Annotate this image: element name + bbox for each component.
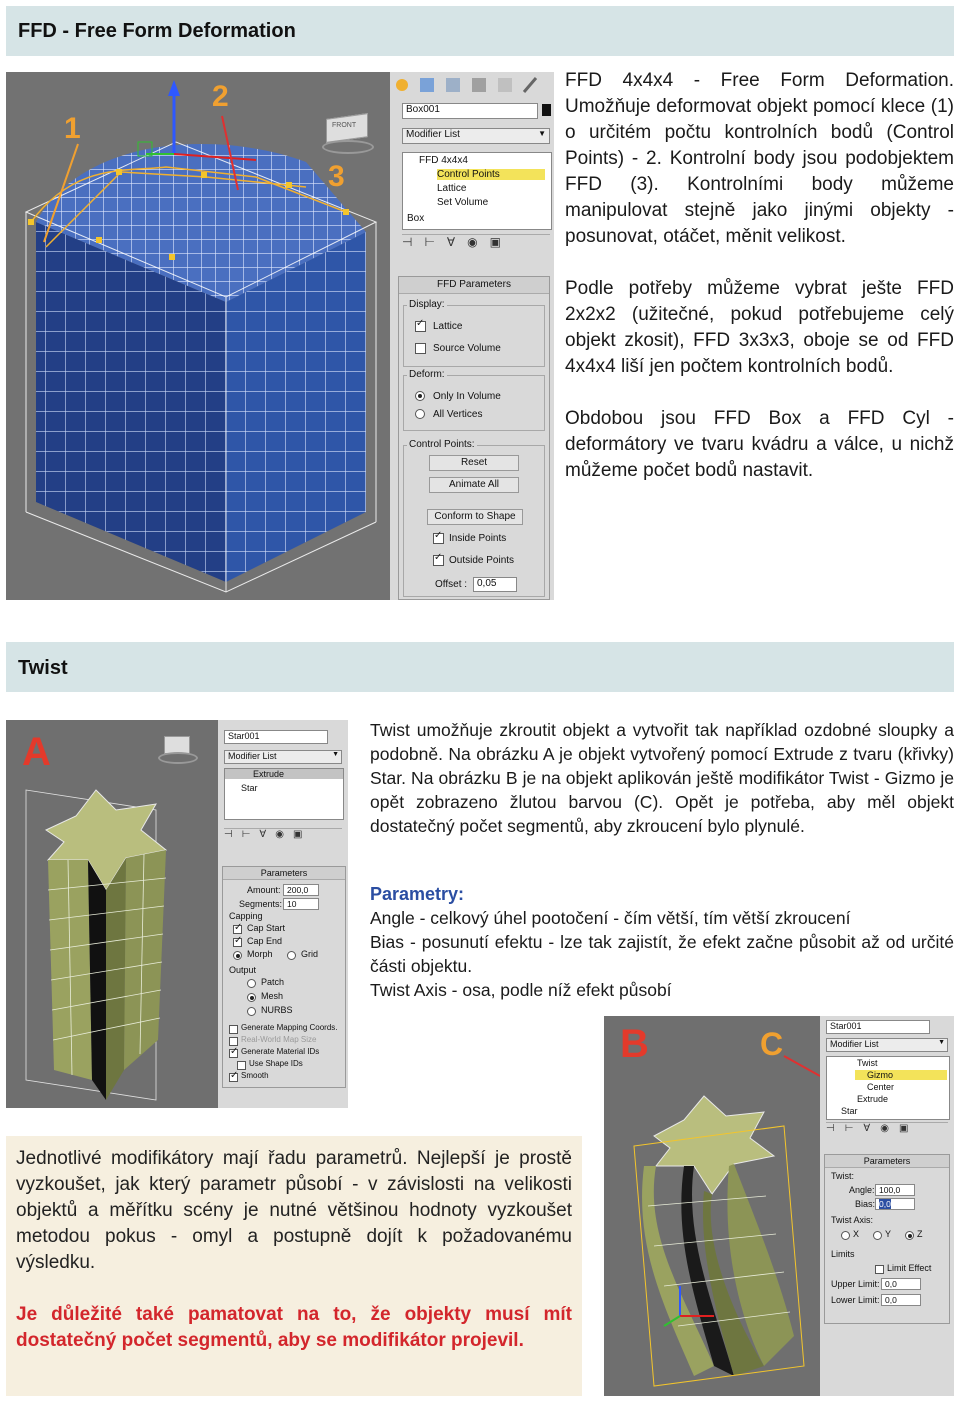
stack-item-gizmo[interactable]: Gizmo bbox=[855, 1070, 947, 1080]
upper-limit-input[interactable]: 0,0 bbox=[881, 1278, 921, 1290]
segments-input[interactable]: 10 bbox=[283, 898, 319, 910]
label-a: A bbox=[22, 730, 51, 774]
object-name-field[interactable]: Star001 bbox=[224, 730, 328, 744]
note-text: Jednotlivé modifikátory mají řadu parametrů. Nejlepší je prostě vyzkoušet, jak který parametr působí - v závislosti na velikosti objektů a měřítku scény je nutné většinou hodnoty vyzkoušet metodou pokus - omyl a postupně dojít k požadovanému výsledku. bbox=[16, 1148, 572, 1273]
outside-points-checkbox[interactable] bbox=[433, 555, 444, 566]
stack-item-star[interactable]: Star bbox=[841, 1106, 858, 1116]
ffd-viewport bbox=[6, 72, 390, 600]
ffd-paragraph-2: Podle potřeby můžeme vybrat ješte FFD 2x2x2 (užitečné, pokud potřebujeme celý objekt zkosit), FFD 3x3x3, oboje se od FFD 4x4x4 liší jen počtem kontrolních bodů. bbox=[565, 278, 954, 377]
axis-x-radio[interactable] bbox=[841, 1231, 850, 1240]
smooth-label: Smooth bbox=[241, 1071, 269, 1080]
extrude-parameters-rollout bbox=[222, 866, 346, 1088]
deform-group bbox=[403, 375, 545, 431]
view-cube-label: FRONT bbox=[332, 122, 357, 129]
stack-item-ffd[interactable]: FFD 4x4x4 bbox=[419, 155, 468, 166]
modifier-stack[interactable] bbox=[826, 1056, 950, 1120]
twisted-star-render bbox=[604, 1016, 820, 1396]
cap-end-label: Cap End bbox=[247, 936, 283, 946]
gen-material-label: Generate Material IDs bbox=[241, 1047, 320, 1056]
bias-value: 0,0 bbox=[879, 1199, 891, 1209]
stack-item-control-points[interactable]: Control Points bbox=[437, 169, 545, 180]
modifier-list-label: Modifier List bbox=[228, 751, 277, 761]
view-cube[interactable] bbox=[322, 108, 370, 156]
callout-3: 3 bbox=[328, 160, 345, 193]
stack-toolbar[interactable]: ⊣⊢∀◉▣ bbox=[402, 234, 550, 255]
gen-mapping-checkbox[interactable] bbox=[229, 1025, 238, 1034]
smooth-checkbox[interactable] bbox=[229, 1073, 238, 1082]
inside-points-checkbox[interactable] bbox=[433, 533, 444, 544]
capping-label: Capping bbox=[229, 911, 263, 921]
ffd-command-panel bbox=[390, 72, 554, 600]
mesh-radio[interactable] bbox=[247, 993, 256, 1002]
use-shape-checkbox[interactable] bbox=[237, 1061, 246, 1070]
stack-toolbar[interactable]: ⊣⊢∀◉▣ bbox=[826, 1122, 948, 1139]
inside-points-label: Inside Points bbox=[449, 533, 507, 544]
modifier-list-dropdown[interactable] bbox=[826, 1038, 948, 1052]
modifier-list-dropdown[interactable] bbox=[224, 750, 342, 764]
animate-all-button[interactable]: Animate All bbox=[429, 477, 519, 493]
note-box bbox=[6, 1136, 582, 1396]
only-in-volume-radio[interactable] bbox=[415, 391, 425, 401]
modifier-list-label: Modifier List bbox=[830, 1039, 879, 1049]
bias-input[interactable] bbox=[875, 1198, 915, 1210]
ffd-paragraph-3: Obdobou jsou FFD Box a FFD Cyl - deformátory ve tvaru kvádru a válce, u nichž můžeme počet bodů nastavit. bbox=[565, 408, 954, 481]
cap-start-checkbox[interactable] bbox=[233, 925, 242, 934]
object-name-field[interactable]: Star001 bbox=[826, 1020, 930, 1034]
modifier-stack[interactable] bbox=[224, 768, 344, 820]
axis-z-label: Z bbox=[917, 1229, 923, 1239]
label-c: C bbox=[760, 1026, 784, 1062]
callout-1: 1 bbox=[64, 112, 81, 145]
twist-params-title: Parametry: bbox=[370, 884, 465, 904]
ffd-paragraph-1: FFD 4x4x4 - Free Form Deformation. Umožňuje deformovat objekt pomocí klece (1) o určitém počtu kontrolních bodů (Control Points) - 2. Kontrolní body jsou podobjektem FFD (3). Kontrolními body můžeme manipulovat stejně jako jinými objekty - posunovat, otáčet, měnit velikost. bbox=[565, 70, 954, 247]
mesh-label: Mesh bbox=[261, 991, 284, 1001]
lattice-label: Lattice bbox=[433, 321, 463, 332]
rollout-title[interactable]: Parameters bbox=[223, 867, 345, 880]
note-warning: Je důležité také pamatovat na to, že objekty musí mít dostatečný počet segmentů, aby se modifikátor projevil. bbox=[16, 1304, 572, 1351]
bias-label: Bias: bbox=[855, 1199, 876, 1209]
stack-item-set-volume[interactable]: Set Volume bbox=[437, 197, 489, 208]
label-b: B bbox=[620, 1022, 649, 1066]
source-volume-label: Source Volume bbox=[433, 343, 501, 354]
twist-parameters-rollout bbox=[824, 1154, 950, 1324]
twist-a-command-panel bbox=[218, 720, 348, 1108]
display-label: Display: bbox=[409, 299, 445, 310]
grid-radio[interactable] bbox=[287, 951, 296, 960]
twist-axis-label: Twist Axis: bbox=[831, 1215, 874, 1225]
cap-end-checkbox[interactable] bbox=[233, 938, 242, 947]
cap-start-label: Cap Start bbox=[247, 923, 286, 933]
twist-screenshot-b bbox=[604, 1016, 954, 1396]
panel-toolbar-icons[interactable] bbox=[390, 74, 554, 96]
use-shape-label: Use Shape IDs bbox=[249, 1059, 303, 1068]
only-in-volume-label: Only In Volume bbox=[433, 391, 501, 402]
chevron-down-icon: ▼ bbox=[332, 751, 339, 758]
twist-b-viewport bbox=[604, 1016, 820, 1396]
nurbs-label: NURBS bbox=[261, 1005, 293, 1015]
all-vertices-radio[interactable] bbox=[415, 409, 425, 419]
real-world-checkbox[interactable] bbox=[229, 1037, 238, 1046]
amount-label: Amount: bbox=[247, 885, 281, 895]
axis-y-label: Y bbox=[885, 1229, 892, 1239]
segments-label: Segments: bbox=[239, 899, 283, 909]
view-cube[interactable] bbox=[158, 728, 194, 764]
gen-material-checkbox[interactable] bbox=[229, 1049, 238, 1058]
axis-y-radio[interactable] bbox=[873, 1231, 882, 1240]
stack-toolbar[interactable]: ⊣⊢∀◉▣ bbox=[224, 828, 342, 845]
twist-b-command-panel bbox=[820, 1016, 954, 1396]
angle-input[interactable]: 100,0 bbox=[875, 1184, 915, 1196]
extruded-star-render bbox=[6, 720, 218, 1108]
param-twist-axis: Twist Axis - osa, podle níž efekt působí bbox=[370, 980, 672, 1000]
rollout-title[interactable]: FFD Parameters bbox=[399, 277, 549, 294]
modifier-list-dropdown[interactable] bbox=[402, 128, 550, 144]
twist-screenshot-a bbox=[6, 720, 348, 1108]
modifier-stack[interactable] bbox=[402, 152, 552, 230]
stack-item-star[interactable]: Star bbox=[241, 783, 258, 793]
upper-limit-label: Upper Limit: bbox=[831, 1279, 880, 1289]
section-header-twist: Twist bbox=[6, 642, 954, 692]
param-angle: Angle - celkový úhel pootočení - čím větší, tím větší zkroucení bbox=[370, 908, 851, 928]
patch-radio[interactable] bbox=[247, 979, 256, 988]
offset-label: Offset : bbox=[435, 579, 468, 590]
limit-effect-label: Limit Effect bbox=[887, 1263, 932, 1273]
twist-group-label: Twist: bbox=[831, 1171, 855, 1181]
axis-z-radio[interactable] bbox=[905, 1231, 914, 1240]
modifier-list-label: Modifier List bbox=[406, 129, 460, 140]
chevron-down-icon: ▼ bbox=[538, 129, 546, 138]
amount-input[interactable]: 200,0 bbox=[283, 884, 319, 896]
axis-x-label: X bbox=[853, 1229, 860, 1239]
patch-label: Patch bbox=[261, 977, 285, 987]
offset-input[interactable]: 0,05 bbox=[473, 577, 517, 592]
outside-points-label: Outside Points bbox=[449, 555, 515, 566]
stack-item-twist[interactable]: Twist bbox=[857, 1058, 878, 1068]
rollout-title[interactable]: Parameters bbox=[825, 1155, 949, 1168]
limits-label: Limits bbox=[831, 1249, 855, 1259]
object-name-field[interactable]: Box001 bbox=[402, 103, 538, 119]
nurbs-radio[interactable] bbox=[247, 1007, 256, 1016]
output-label: Output bbox=[229, 965, 257, 975]
ffd-screenshot bbox=[6, 72, 554, 600]
morph-radio[interactable] bbox=[233, 951, 242, 960]
stack-item-lattice[interactable]: Lattice bbox=[437, 183, 467, 194]
control-points-label: Control Points: bbox=[409, 439, 475, 450]
ffd-text bbox=[565, 68, 954, 510]
lower-limit-label: Lower Limit: bbox=[831, 1295, 880, 1305]
twist-params bbox=[370, 906, 954, 1002]
gen-mapping-label: Generate Mapping Coords. bbox=[241, 1023, 338, 1032]
lower-limit-input[interactable]: 0,0 bbox=[881, 1294, 921, 1306]
param-bias: Bias - posunutí efektu - lze tak zajistít, že efekt začne působit až od určité části objektu. bbox=[370, 932, 954, 976]
stack-item-extrude[interactable]: Extrude bbox=[857, 1094, 889, 1104]
callout-2: 2 bbox=[212, 80, 229, 113]
stack-item-extrude[interactable]: Extrude bbox=[225, 769, 343, 779]
ffd-parameters-rollout bbox=[398, 276, 550, 600]
grid-label: Grid bbox=[301, 949, 319, 959]
chevron-down-icon: ▼ bbox=[938, 1039, 945, 1046]
stack-item-center[interactable]: Center bbox=[867, 1082, 895, 1092]
display-group bbox=[403, 305, 545, 367]
lattice-checkbox[interactable] bbox=[415, 321, 426, 332]
section-header-ffd: FFD - Free Form Deformation bbox=[6, 6, 954, 56]
limit-effect-checkbox[interactable] bbox=[875, 1265, 884, 1274]
angle-label: Angle: bbox=[849, 1185, 875, 1195]
conform-to-shape-button[interactable]: Conform to Shape bbox=[427, 509, 523, 525]
morph-label: Morph bbox=[247, 949, 273, 959]
stack-item-box[interactable]: Box bbox=[407, 213, 425, 224]
twist-intro: Twist umožňuje zkroutit objekt a vytvořit tak například ozdobné sloupky a podobně. Na obrázku A je objekt vytvořený pomocí Extrude z tvaru (křivky) Star. Na obrázku B je na objekt aplikován ještě modifikátor Twist - Gizmo je opět zobrazeno žlutou barvou (C). Opět je potřeba, aby měl objekt dostatečný počet segmentů, aby zkroucení bylo plynulé. bbox=[370, 720, 954, 836]
deform-label: Deform: bbox=[409, 369, 445, 380]
reset-button[interactable]: Reset bbox=[429, 455, 519, 471]
source-volume-checkbox[interactable] bbox=[415, 343, 426, 354]
all-vertices-label: All Vertices bbox=[433, 409, 483, 420]
twist-a-viewport bbox=[6, 720, 218, 1108]
real-world-label: Real-World Map Size bbox=[241, 1035, 317, 1044]
